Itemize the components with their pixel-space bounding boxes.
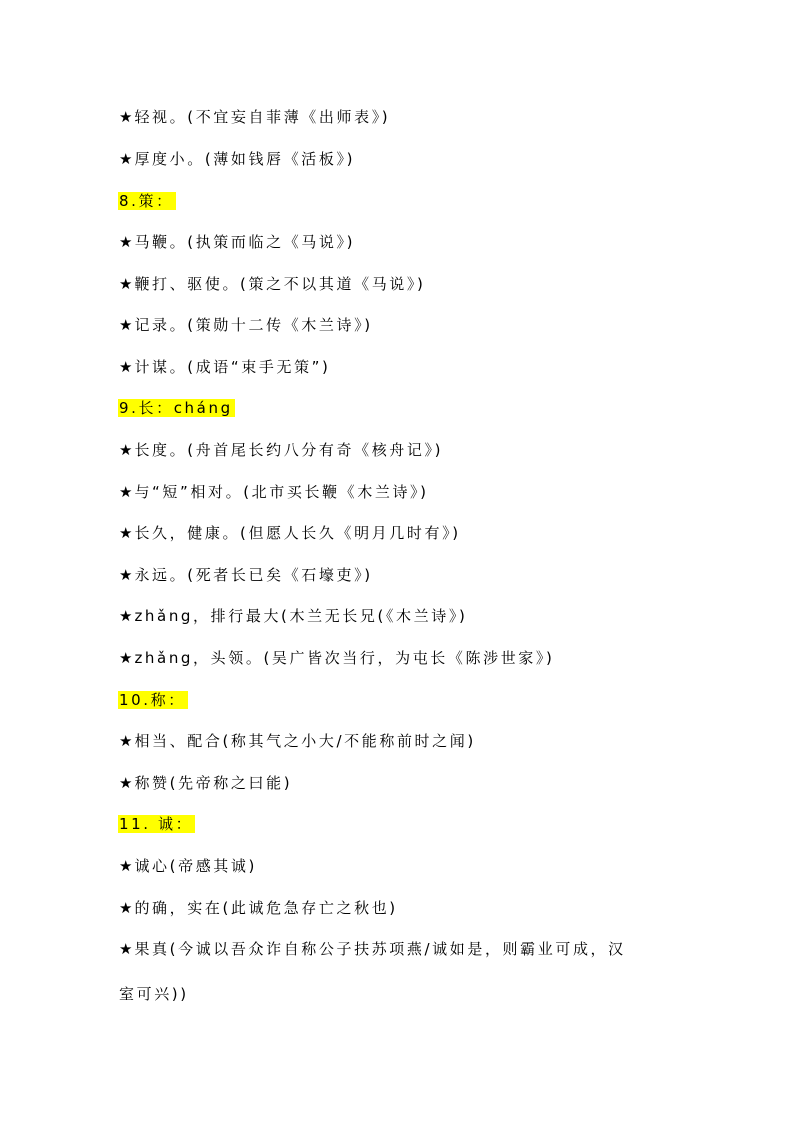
star-bullet-icon: ★	[119, 774, 133, 792]
entry-line	[119, 605, 467, 627]
entry-text: 的确，实在(此诚危急存亡之秋也)	[134, 899, 398, 917]
star-bullet-icon: ★	[119, 150, 133, 168]
section-heading-line	[119, 397, 235, 419]
section-heading: 8.策：	[119, 192, 174, 210]
section-heading: 9.长：cháng	[119, 399, 233, 417]
star-bullet-icon: ★	[119, 233, 133, 251]
star-bullet-icon: ★	[119, 899, 133, 917]
entry-line	[119, 439, 443, 461]
entry-line	[119, 938, 626, 960]
entry-line	[119, 314, 373, 336]
star-bullet-icon: ★	[119, 566, 133, 584]
star-bullet-icon: ★	[119, 524, 133, 542]
section-heading: 11. 诚：	[119, 815, 194, 833]
section-heading-line	[119, 689, 188, 711]
entry-line	[119, 730, 476, 752]
star-bullet-icon: ★	[119, 441, 133, 459]
star-bullet-icon: ★	[119, 316, 133, 334]
entry-line	[119, 522, 461, 544]
continuation-line	[119, 983, 189, 1005]
star-bullet-icon: ★	[119, 275, 133, 293]
entry-text: zhǎng，排行最大(木兰无长兄(《木兰诗》)	[134, 607, 468, 625]
entry-text: 与“短”相对。(北市买长鞭《木兰诗》)	[134, 483, 429, 501]
entry-text: 长度。(舟首尾长约八分有奇《核舟记》)	[134, 441, 444, 459]
entry-text: 果真(今诚以吾众诈自称公子扶苏项燕/诚如是，则霸业可成，汉	[134, 940, 626, 958]
star-bullet-icon: ★	[119, 483, 133, 501]
entry-line	[119, 772, 292, 794]
entry-text: zhǎng，头领。(吴广皆次当行，为屯长《陈涉世家》)	[134, 649, 555, 667]
star-bullet-icon: ★	[119, 607, 133, 625]
entry-text: 记录。(策勋十二传《木兰诗》)	[134, 316, 373, 334]
entry-line	[119, 273, 425, 295]
entry-line	[119, 148, 355, 170]
star-bullet-icon: ★	[119, 649, 133, 667]
entry-text: 马鞭。(执策而临之《马说》)	[134, 233, 356, 251]
star-bullet-icon: ★	[119, 940, 133, 958]
entry-text: 厚度小。(薄如钱唇《活板》)	[134, 150, 356, 168]
entry-line	[119, 897, 398, 919]
entry-text: 诚心(帝感其诚)	[134, 857, 257, 875]
entry-line	[119, 855, 257, 877]
entry-line	[119, 106, 390, 128]
star-bullet-icon: ★	[119, 108, 133, 126]
entry-text: 计谋。(成语“束手无策”)	[134, 358, 331, 376]
star-bullet-icon: ★	[119, 857, 133, 875]
star-bullet-icon: ★	[119, 732, 133, 750]
entry-text: 室可兴))	[119, 985, 189, 1003]
section-heading-line	[119, 813, 195, 835]
entry-text: 鞭打、驱使。(策之不以其道《马说》)	[134, 275, 426, 293]
entry-text: 永远。(死者长已矣《石壕吏》)	[134, 566, 373, 584]
entry-line	[119, 356, 331, 378]
entry-line	[119, 481, 429, 503]
entry-line	[119, 564, 373, 586]
entry-text: 轻视。(不宜妄自菲薄《出师表》)	[134, 108, 391, 126]
section-heading-line	[119, 190, 176, 212]
entry-text: 称赞(先帝称之曰能)	[134, 774, 293, 792]
entry-text: 长久，健康。(但愿人长久《明月几时有》)	[134, 524, 461, 542]
entry-text: 相当、配合(称其气之小大/不能称前时之闻)	[134, 732, 476, 750]
section-heading: 10.称：	[119, 691, 186, 709]
entry-line	[119, 231, 355, 253]
entry-line	[119, 647, 554, 669]
star-bullet-icon: ★	[119, 358, 133, 376]
